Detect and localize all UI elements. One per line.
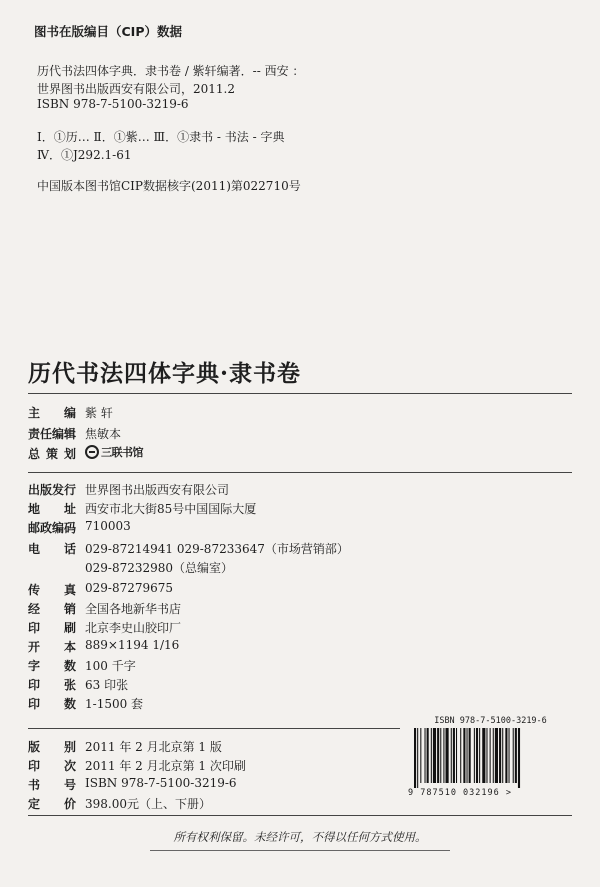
barcode-bar [456,728,457,783]
publisher-label: 电 话 [28,542,76,556]
publisher-value: 1-1500 套 [85,697,144,711]
edition-value: 2011 年 2 月北京第 1 版 [85,740,222,754]
barcode-bar [433,728,436,783]
barcode-bar [425,728,426,783]
barcode-bar [467,728,468,783]
publisher-label: 传 真 [28,583,76,597]
publisher-label: 经 销 [28,602,76,616]
cip-line-isbn: ISBN 978-7-5100-3219-6 [37,97,189,111]
barcode-bar [493,728,494,783]
barcode-bar [446,728,449,783]
book-title: 历代书法四体字典·隶书卷 [28,360,302,387]
credit-value: 紫 轩 [85,406,113,420]
edition-label: 书 号 [28,778,76,792]
publisher-label: 印 刷 [28,621,76,635]
barcode-bar [476,728,478,783]
barcode-digits: 9 787510 032196 > [408,788,512,798]
publisher-label: 出版发行 [28,483,77,497]
cip-line-publisher: 世界图书出版西安有限公司，2011.2 [37,82,235,96]
barcode-bar [463,728,465,783]
barcode-isbn: ISBN 978-7-5100-3219-6 [434,716,547,726]
publisher-value: 029-87279675 [85,581,174,595]
barcode-bar [499,728,501,783]
barcode-bar [474,728,475,783]
barcode-bar [505,728,507,783]
publisher-value: 029-87214941 029-87233647（市场营销部） [85,542,349,556]
edition-bottom-divider [28,815,572,816]
barcode-bar [482,728,485,783]
publisher-label: 开 本 [28,640,76,654]
barcode-bar [509,728,510,783]
barcode-bar [513,728,514,783]
barcode-bar [440,728,441,783]
credit-label: 主 编 [28,406,76,420]
logo-text: 三联书馆 [101,446,143,459]
credits-divider [28,472,572,473]
barcode-icon [408,728,573,788]
barcode-bar [515,728,517,783]
publisher-label: 地 址 [28,502,76,516]
edition-value: 2011 年 2 月北京第 1 次印刷 [85,759,246,773]
barcode-bar [437,728,439,783]
publisher-value: 710003 [85,519,131,533]
cip-line-cip-number: 中国版本图书馆CIP数据核字(2011)第022710号 [37,179,301,193]
credit-value: 焦敏本 [85,427,122,441]
barcode-block [408,716,573,798]
cip-line-title: 历代书法四体字典．隶书卷 / 紫轩编著．-- 西安 ： [37,64,305,78]
barcode-bar [518,728,520,788]
footer-rule [150,850,450,851]
cip-line-subject: Ⅰ．①历… Ⅱ．①紫… Ⅲ．①隶书 - 书法 - 字典 [37,130,285,144]
barcode-bar [486,728,487,783]
publisher-label: 字 数 [28,659,76,673]
barcode-bar [502,728,503,783]
barcode-bar [469,728,471,783]
logo-mark-icon [85,445,99,459]
publisher-label: 印 数 [28,697,76,711]
publisher-value: 全国各地新华书店 [85,602,182,616]
barcode-bar [414,728,416,788]
edition-label: 版 别 [28,740,76,754]
barcode-bar [479,728,480,783]
credit-label: 责任编辑 [28,427,77,441]
barcode-bar [453,728,455,783]
barcode-bar [427,728,429,783]
edition-label: 定 价 [28,797,76,811]
publisher-value: 029-87232980（总编室） [85,561,234,575]
edition-value: 398.00元（上、下册） [85,797,211,811]
credit-label: 总 策 划 [28,447,76,461]
barcode-bar [460,728,461,783]
publisher-value: 西安市北大街85号中国国际大厦 [85,502,257,516]
copyright-notice: 所有权利保留。未经许可，不得以任何方式使用。 [173,830,427,844]
publisher-logo [85,442,147,462]
barcode-bar [417,728,418,788]
title-divider [28,393,572,394]
publisher-value: 北京李史山胶印厂 [85,621,182,635]
barcode-bar [495,728,498,783]
barcode-bar [490,728,491,783]
publisher-value: 889×1194 1/16 [85,638,180,652]
publisher-value: 63 印张 [85,678,129,692]
barcode-bar [420,728,421,783]
edition-label: 印 次 [28,759,76,773]
publisher-label: 印 张 [28,678,76,692]
publisher-value: 100 千字 [85,659,136,673]
publisher-label: 邮政编码 [28,521,77,535]
cip-line-classification: Ⅳ．①J292.1-61 [37,148,132,162]
edition-divider [28,728,400,729]
edition-value: ISBN 978-7-5100-3219-6 [85,776,237,790]
cip-heading: 图书在版编目（CIP）数据 [34,24,182,39]
publisher-value: 世界图书出版西安有限公司 [85,483,230,497]
barcode-bar [451,728,452,783]
barcode-bar [431,728,432,783]
barcode-bar [443,728,444,783]
